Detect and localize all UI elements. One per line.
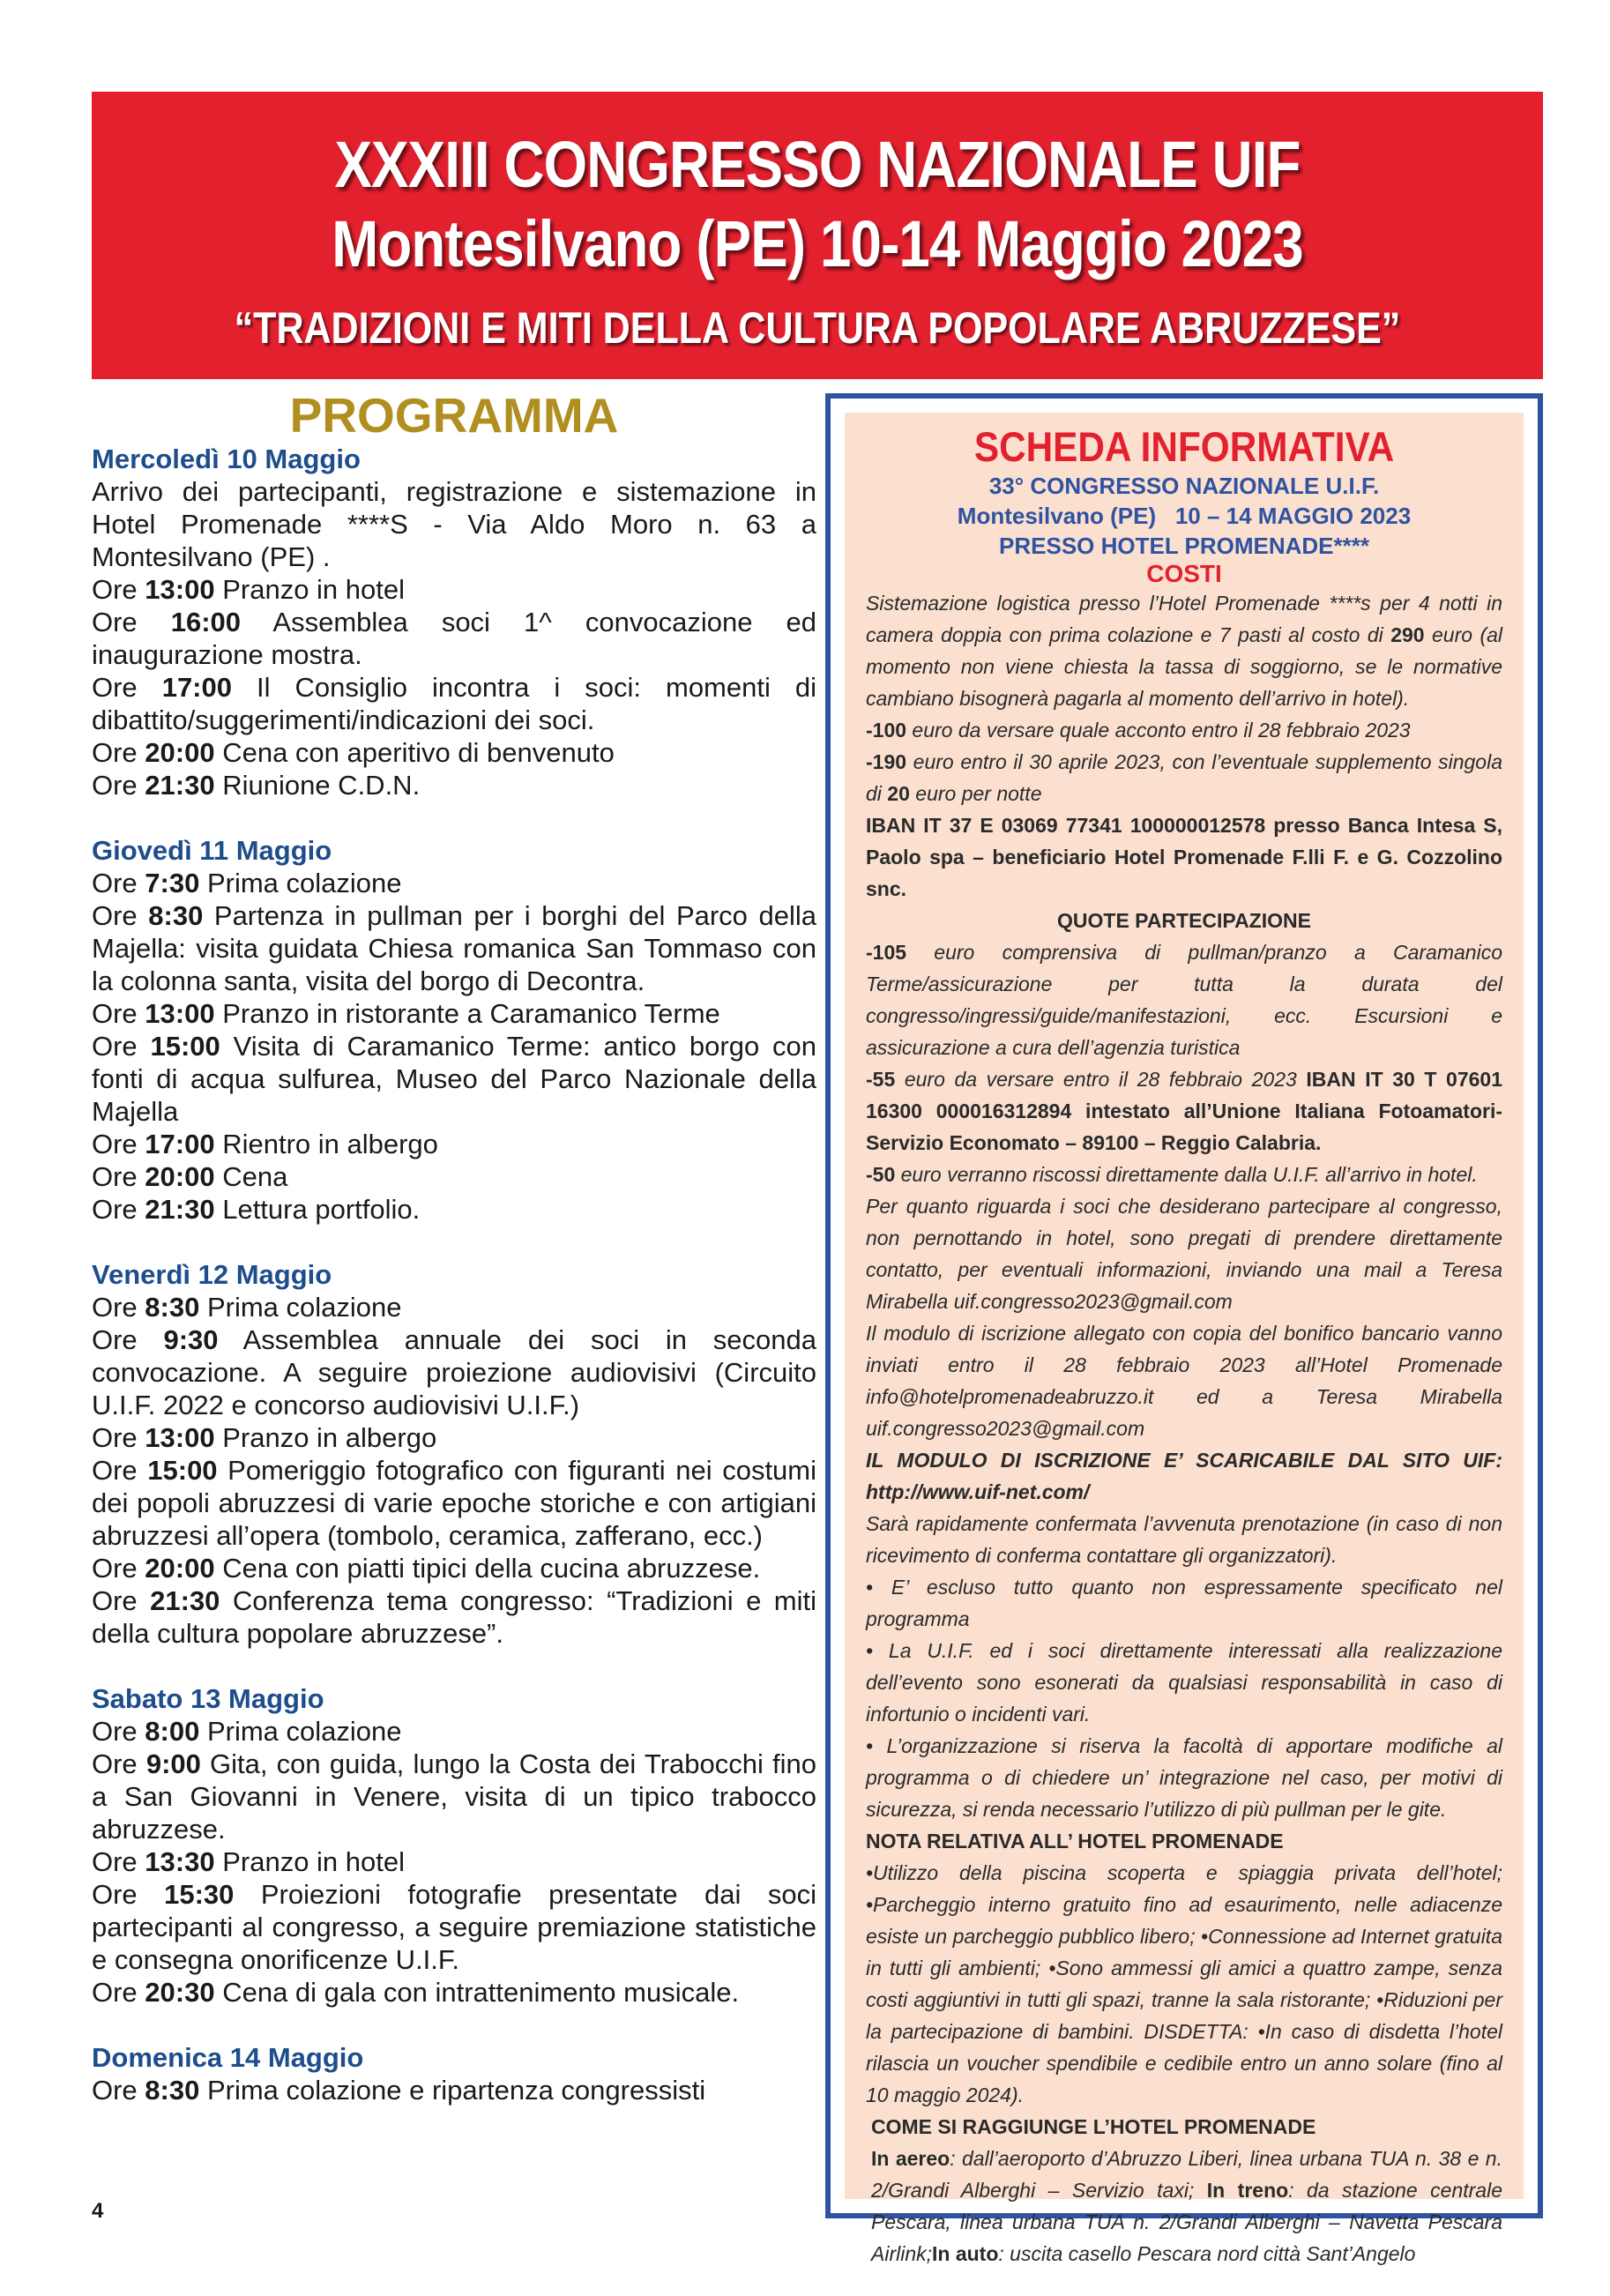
item-text: Riunione C.D.N. xyxy=(214,770,421,801)
costs-heading: COSTI xyxy=(1146,560,1222,587)
item-time: 13:00 xyxy=(145,574,215,605)
directions-heading: COME SI RAGGIUNGE L’HOTEL PROMENADE xyxy=(871,2115,1316,2138)
program-item xyxy=(92,1030,816,1128)
item-time: 21:30 xyxy=(145,770,215,801)
ore-label: Ore xyxy=(92,770,145,801)
item-text: Assemblea soci 1^ convocazione ed inaugurazione mostra. xyxy=(92,607,816,670)
item-text: Prima colazione xyxy=(199,1716,402,1747)
item-text: Visita di Caramanico Terme: antico borgo con fonti di acqua sulfurea, Museo del Parco Nazionale della Majella xyxy=(92,1031,816,1127)
ore-label: Ore xyxy=(92,1879,165,1910)
info-sheet-hotel: PRESSO HOTEL PROMENADE**** xyxy=(999,533,1369,559)
program-item xyxy=(92,1584,816,1650)
ore-label: Ore xyxy=(92,1455,148,1486)
day-heading: Sabato 13 Maggio xyxy=(92,1683,324,1714)
ore-label: Ore xyxy=(92,1292,145,1323)
item-text: Prima colazione e ripartenza congressisti xyxy=(199,2075,706,2106)
ore-label: Ore xyxy=(92,1748,146,1779)
item-time: 8:30 xyxy=(148,900,204,931)
header-title: XXXIII CONGRESSO NAZIONALE UIF xyxy=(334,128,1301,201)
header-location-date: Montesilvano (PE) 10-14 Maggio 2023 xyxy=(332,207,1303,280)
item-time: 9:30 xyxy=(163,1324,219,1355)
program-item xyxy=(92,2074,816,2106)
program-days xyxy=(92,443,816,2106)
item-text: Il Consiglio incontra i soci: momenti di dibattito/suggerimenti/indicazioni dei soci. xyxy=(92,672,817,735)
item-time: 8:30 xyxy=(145,1292,200,1323)
ore-label: Ore xyxy=(92,1716,145,1747)
item-text: Gita, con guida, lungo la Costa dei Trabocchi fino a San Giovanni in Venere, visita di un tipico trabocco abruzzese. xyxy=(92,1748,816,1845)
info-sheet-dates: Montesilvano (PE) 10 – 14 MAGGIO 2023 xyxy=(957,503,1412,529)
liability-note: • La U.I.F. ed i soci direttamente interessati alla realizzazione dell’evento sono esonerati da qualsiasi responsabilità in caso di infortunio o incidenti vari. xyxy=(866,1639,1502,1726)
program-item xyxy=(92,769,816,801)
item-text: Partenza in pullman per i borghi del Parco della Majella: visita guidata Chiesa romanica San Tommaso con la colonna santa, visita del borgo di Decontra. xyxy=(92,900,816,996)
item-text: Pranzo in albergo xyxy=(214,1422,437,1453)
item-text: Assemblea annuale dei soci in seconda convocazione. A seguire proiezione audiovisivi (Circuito U.I.F. 2022 e concorso audiovisivi U.I.F.) xyxy=(92,1324,816,1420)
ore-label: Ore xyxy=(92,1553,145,1584)
directions: In aereo: dall’aeroporto d’Abruzzo Liberi, linea urbana TUA n. 38 e n. 2/Grandi Alberghi – Servizio taxi; In treno: da stazione centrale Pescara, linea urbana TUA n. 2/Grandi Alberghi – Navetta Pescara Airlink;In auto: uscita casello Pescara nord città Sant’Angelo xyxy=(871,2147,1502,2265)
ore-label: Ore xyxy=(92,672,162,703)
info-sheet-content xyxy=(845,413,1524,2265)
iban-hotel: IBAN IT 37 E 03069 77341 100000012578 presso Banca Intesa S, Paolo spa – beneficiario Hotel Promenade F.lli F. e G. Cozzolino snc. xyxy=(866,814,1502,900)
non-resident-note: Per quanto riguarda i soci che desiderano partecipare al congresso, non pernottando in hotel, sono pregati di prendere direttamente contatto, per eventuali informazioni, inviando una mail a Teresa Mirabella uif.congresso2023@gmail.com xyxy=(866,1195,1502,1313)
item-time: 17:00 xyxy=(161,672,232,703)
item-text: Lettura portfolio. xyxy=(214,1194,421,1225)
quotes-heading: QUOTE PARTECIPAZIONE xyxy=(1057,909,1311,932)
program-item xyxy=(92,1160,816,1193)
info-sheet-title: SCHEDA INFORMATIVA xyxy=(973,423,1395,470)
item-time: 13:00 xyxy=(145,1422,215,1453)
item-time: 17:00 xyxy=(145,1129,215,1159)
hotel-note-heading: NOTA RELATIVA ALL’ HOTEL PROMENADE xyxy=(866,1830,1284,1852)
cost-balance: -190 euro entro il 30 aprile 2023, con l’eventuale supplemento singola di 20 euro per notte xyxy=(866,750,1502,805)
ore-label: Ore xyxy=(92,1324,164,1355)
cost-deposit: -100 euro da versare quale acconto entro il 28 febbraio 2023 xyxy=(866,719,1411,742)
info-sheet-subtitle: 33° CONGRESSO NAZIONALE U.I.F. xyxy=(988,473,1380,499)
day-spacer xyxy=(92,1226,816,1258)
ore-label: Ore xyxy=(92,574,145,605)
item-time: 15:00 xyxy=(147,1455,218,1486)
info-sheet-box xyxy=(825,393,1543,2265)
ore-label: Ore xyxy=(92,1846,145,1877)
ore-label: Ore xyxy=(92,1161,145,1192)
day-heading: Mercoledì 10 Maggio xyxy=(92,444,361,474)
download-note: IL MODULO DI ISCRIZIONE E’ SCARICABILE DAL SITO UIF: http://www.uif-net.com/ xyxy=(866,1449,1502,1503)
quote-50: -50 euro verranno riscossi direttamente dalla U.I.F. all’arrivo in hotel. xyxy=(866,1163,1478,1186)
day-spacer xyxy=(92,1650,816,1682)
header-banner xyxy=(92,92,1543,379)
ore-label: Ore xyxy=(92,1194,145,1225)
item-text: Pomeriggio fotografico con figuranti nei costumi dei popoli abruzzesi di varie epoche storiche e con artigiani abruzzesi all’opera (tombolo, ceramica, zafferano, ecc.) xyxy=(92,1455,817,1551)
ore-label: Ore xyxy=(92,737,145,768)
item-time: 13:30 xyxy=(145,1846,215,1877)
exclusion-note: • E’ escluso tutto quanto non espressamente specificato nel programma xyxy=(866,1576,1502,1630)
program-item xyxy=(92,1323,816,1421)
ore-label: Ore xyxy=(92,2075,145,2106)
ore-label: Ore xyxy=(92,1129,145,1159)
item-time: 21:30 xyxy=(150,1585,220,1616)
program-item xyxy=(92,606,816,671)
ore-label: Ore xyxy=(92,1031,151,1062)
item-text: Conferenza tema congresso: “Tradizioni e miti della cultura popolare abruzzese”. xyxy=(92,1585,816,1649)
item-text: Pranzo in hotel xyxy=(214,1846,406,1877)
page-number: 4 xyxy=(92,2199,104,2223)
item-text: Prima colazione xyxy=(199,868,402,898)
header-theme: “TRADIZIONI E MITI DELLA CULTURA POPOLARE ABRUZZESE” xyxy=(234,303,1401,353)
item-text: Cena di gala con intrattenimento musicale. xyxy=(214,1977,740,2008)
program-item xyxy=(92,899,816,997)
item-text: Rientro in albergo xyxy=(214,1129,438,1159)
program-item xyxy=(92,573,816,606)
item-time: 15:30 xyxy=(164,1879,235,1910)
program-title: PROGRAMMA xyxy=(289,388,619,443)
item-text: Prima colazione xyxy=(199,1292,402,1323)
day-spacer xyxy=(92,801,816,834)
item-text: Arrivo dei partecipanti, registrazione e sistemazione in Hotel Promenade ****S - Via Aldo Moro n. 63 a Montesilvano (PE) . xyxy=(92,476,816,572)
day-heading: Domenica 14 Maggio xyxy=(92,2042,364,2073)
program-item xyxy=(92,1454,816,1552)
program-column xyxy=(92,388,816,2106)
item-text: Cena con piatti tipici della cucina abruzzese. xyxy=(214,1553,761,1584)
program-item xyxy=(92,1552,816,1584)
ore-label: Ore xyxy=(92,900,149,931)
quote-55: -55 euro da versare entro il 28 febbraio 2023 IBAN IT 30 T 07601 16300 000016312894 intestato all’Unione Italiana Fotoamatori-Servizio Economato – 89100 – Reggio Calabria. xyxy=(866,1068,1502,1154)
ore-label: Ore xyxy=(92,1977,145,2008)
item-time: 15:00 xyxy=(150,1031,220,1062)
item-time: 20:00 xyxy=(145,1161,215,1192)
ore-label: Ore xyxy=(92,607,171,637)
program-item xyxy=(92,1193,816,1226)
item-text: Proiezioni fotografie presentate dai soci partecipanti al congresso, a seguire premiazione statistiche e consegna onorificenze U.I.F. xyxy=(92,1879,816,1975)
item-time: 16:00 xyxy=(170,607,242,637)
ore-label: Ore xyxy=(92,998,145,1029)
program-item xyxy=(92,867,816,899)
program-item xyxy=(92,1976,816,2009)
day-heading: Venerdì 12 Maggio xyxy=(92,1259,332,1290)
day-heading: Giovedì 11 Maggio xyxy=(92,835,332,866)
hotel-note: •Utilizzo della piscina scoperta e spiaggia privata dell’hotel; •Parcheggio interno gratuito fino ad esaurimento, nelle adiacenze esiste un parcheggio pubblico libero; •Connessione ad Internet gratuita in tutti gli ambienti; •Sono ammessi gli amici a quattro zampe, senza costi aggiuntivi in tutti gli spazi, tranne la sala ristorante; •Riduzioni per la partecipazione di bambini. DISDETTA: •In caso di disdetta l’hotel rilascia un voucher spendibile e cedibile entro un anno solare (fino al 10 maggio 2024). xyxy=(866,1861,1502,2106)
item-text: Cena xyxy=(214,1161,288,1192)
ore-label: Ore xyxy=(92,868,145,898)
item-text: Pranzo in hotel xyxy=(214,574,406,605)
item-text: Pranzo in ristorante a Caramanico Terme xyxy=(214,998,720,1029)
changes-note: • L’organizzazione si riserva la facoltà di apportare modifiche al programma o di chiedere un’ integrazione nel caso, per motivi di sicurezza, si renda necessario l’utilizzo di più pullman per le gite. xyxy=(866,1734,1502,1821)
program-item xyxy=(92,1421,816,1454)
program-item xyxy=(92,1128,816,1160)
item-text: Cena con aperitivo di benvenuto xyxy=(214,737,615,768)
program-item xyxy=(92,475,816,573)
program-item xyxy=(92,1715,816,1748)
item-time: 9:00 xyxy=(145,1748,201,1779)
item-time: 20:00 xyxy=(145,1553,215,1584)
confirmation-note: Sarà rapidamente confermata l’avvenuta prenotazione (in caso di non ricevimento di conferma contattare gli organizzatori). xyxy=(866,1512,1502,1567)
program-item xyxy=(92,671,816,736)
program-item xyxy=(92,1845,816,1878)
cost-accommodation: Sistemazione logistica presso l’Hotel Promenade ****s per 4 notti in camera doppia con prima colazione e 7 pasti al costo di 290 euro (al momento non viene chiesta la tassa di soggiorno, se le normative cambiano bisognerà pagarla al momento dell’arrivo in hotel). xyxy=(866,592,1503,710)
registration-note: Il modulo di iscrizione allegato con copia del bonifico bancario vanno inviati entro il 28 febbraio 2023 all’Hotel Promenade info@hotelpromenadeabruzzo.it ed a Teresa Mirabella uif.congresso2023@gmail.com xyxy=(866,1322,1502,1440)
program-item xyxy=(92,997,816,1030)
program-item xyxy=(92,1878,816,1976)
item-time: 21:30 xyxy=(145,1194,215,1225)
item-time: 20:00 xyxy=(145,737,215,768)
item-time: 8:30 xyxy=(145,2075,200,2106)
day-spacer xyxy=(92,2009,816,2041)
item-time: 20:30 xyxy=(145,1977,215,2008)
program-item xyxy=(92,1291,816,1323)
quote-105: -105 euro comprensiva di pullman/pranzo a Caramanico Terme/assicurazione per tutta la durata del congresso/ingressi/guide/manifestazioni, ecc. Escursioni e assicurazione a cura dell’agenzia turistica xyxy=(866,941,1502,1059)
item-time: 8:00 xyxy=(145,1716,200,1747)
program-item xyxy=(92,736,816,769)
item-time: 7:30 xyxy=(145,868,200,898)
ore-label: Ore xyxy=(92,1585,151,1616)
ore-label: Ore xyxy=(92,1422,145,1453)
item-time: 13:00 xyxy=(145,998,215,1029)
program-item xyxy=(92,1748,816,1845)
